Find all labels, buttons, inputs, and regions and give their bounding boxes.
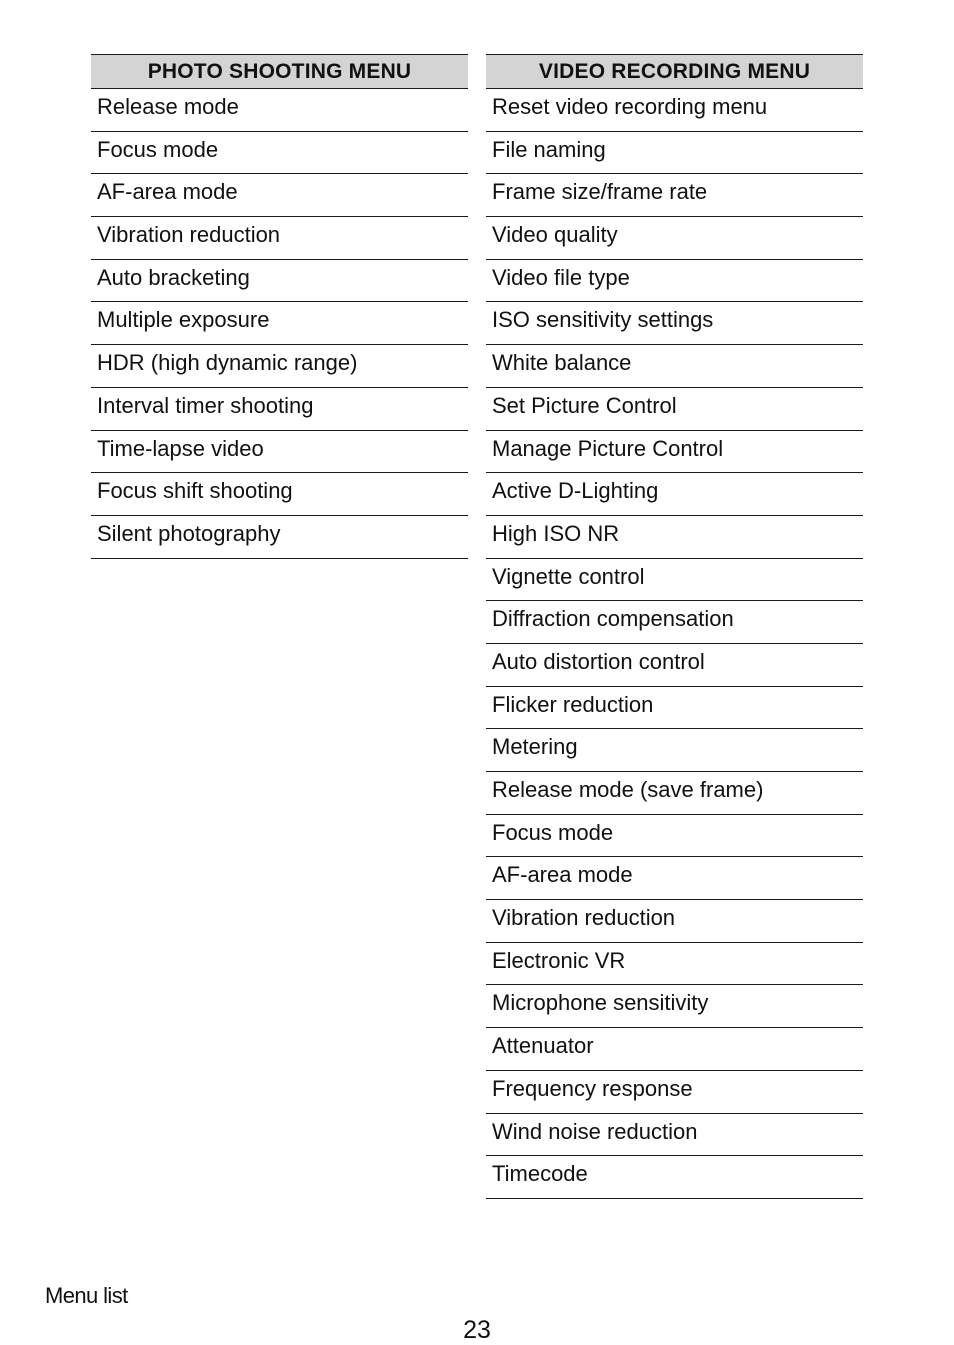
menu-item-row: HDR (high dynamic range) [91,345,468,388]
page-number: 23 [463,1316,491,1344]
menu-item-row: Reset video recording menu [486,89,863,132]
menu-item-row: White balance [486,345,863,388]
video-recording-menu-table [486,54,863,1199]
photo-shooting-menu-table [91,54,468,559]
menu-item-row: File naming [486,132,863,175]
menu-item-row: Release mode (save frame) [486,772,863,815]
menu-item-row: Timecode [486,1156,863,1199]
menu-item-row: Vignette control [486,559,863,602]
menu-item-row: AF-area mode [91,174,468,217]
menu-item-row: Active D-Lighting [486,473,863,516]
menu-item-row: Vibration reduction [486,900,863,943]
menu-item-row: Auto distortion control [486,644,863,687]
video-menu-rows [486,89,863,1199]
menu-item-row: Electronic VR [486,943,863,986]
menu-item-row: Time-lapse video [91,431,468,474]
photo-menu-header: PHOTO SHOOTING MENU [91,54,468,89]
menu-item-row: Multiple exposure [91,302,468,345]
menu-item-row: Video file type [486,260,863,303]
menu-item-row: Wind noise reduction [486,1114,863,1157]
menu-item-row: Focus mode [91,132,468,175]
menu-item-row: Silent photography [91,516,468,559]
photo-menu-rows [91,89,468,559]
menu-item-row: Metering [486,729,863,772]
menu-item-row: Frequency response [486,1071,863,1114]
menu-item-row: ISO sensitivity settings [486,302,863,345]
menu-item-row: AF-area mode [486,857,863,900]
menu-item-row: Manage Picture Control [486,431,863,474]
menu-item-row: Set Picture Control [486,388,863,431]
menu-item-row: Video quality [486,217,863,260]
menu-item-row: Auto bracketing [91,260,468,303]
menu-item-row: Vibration reduction [91,217,468,260]
menu-item-row: Frame size/frame rate [486,174,863,217]
menu-item-row: Focus shift shooting [91,473,468,516]
video-menu-header: VIDEO RECORDING MENU [486,54,863,89]
menu-item-row: Release mode [91,89,468,132]
menu-item-row: High ISO NR [486,516,863,559]
menu-item-row: Focus mode [486,815,863,858]
menu-item-row: Flicker reduction [486,687,863,730]
menu-item-row: Attenuator [486,1028,863,1071]
menu-item-row: Diffraction compensation [486,601,863,644]
menu-item-row: Interval timer shooting [91,388,468,431]
footer-section-label: Menu list [45,1283,128,1308]
menu-item-row: Microphone sensitivity [486,985,863,1028]
